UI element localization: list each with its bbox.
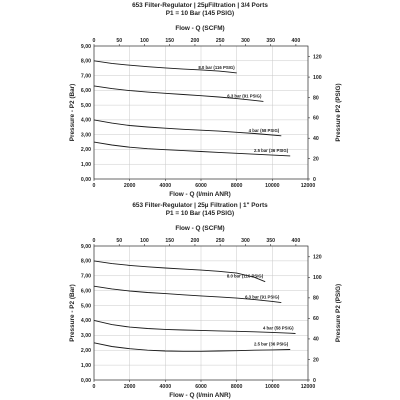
y-tick-label: 1,00	[80, 162, 91, 169]
x-tick-label: 6000	[195, 384, 207, 390]
y2-tick-label: 0	[313, 176, 316, 183]
y2-tick-label: 100	[313, 275, 322, 282]
x2-tick-label: 100	[140, 238, 149, 244]
y-tick-label: 5,00	[80, 303, 91, 310]
x-tick-label: 12000	[300, 384, 316, 390]
series-label-3: 4 bar (58 PSIG)	[262, 325, 294, 331]
x2-tick-label: 300	[241, 238, 250, 244]
y-tick-label: 2,00	[80, 348, 91, 355]
y-tick-label: 8,00	[80, 58, 91, 65]
y-tick-label: 5,00	[80, 102, 91, 109]
x2-tick-label: 200	[190, 238, 200, 244]
y2-tick-label: 100	[313, 74, 322, 81]
y-tick-label: 9,00	[80, 243, 91, 250]
y2-tick-label: 60	[313, 115, 319, 122]
x-tick-label: 10000	[265, 384, 280, 390]
y2-tick-label: 0	[313, 377, 316, 384]
top-axis-label: Flow - Q (SCFM)	[175, 25, 225, 32]
x-tick-label: 2000	[123, 183, 136, 189]
series-label-1: 8.0 bar (116 PSIG)	[226, 273, 264, 279]
x2-tick-label: 100	[140, 38, 149, 44]
series-label-1: 8.0 bar (116 PSIG)	[198, 64, 235, 70]
y2-tick-label: 80	[313, 295, 319, 302]
gridlines	[94, 246, 308, 380]
chart-title: 653 Filter-Regulator | 25µ Filtration | 1" Ports	[132, 202, 268, 209]
y-tick-label: 6,00	[80, 288, 91, 295]
series-label-2: 6.3 bar (91 PSIG)	[227, 93, 262, 99]
y-tick-label: 3,00	[80, 132, 91, 139]
series-label-4: 2.5 bar (36 PSIG)	[254, 341, 289, 347]
x2-tick-label: 400	[291, 238, 301, 244]
series-label-4: 2.5 bar (36 PSIG)	[254, 147, 289, 153]
y2-tick-label: 60	[313, 316, 319, 323]
x-tick-label: 4000	[159, 384, 172, 390]
y-axis-label: Pressure - P2 (Bar)	[69, 83, 76, 142]
x-tick-label: 4000	[159, 183, 172, 189]
y-tick-label: 6,00	[80, 88, 91, 95]
y-tick-label: 3,00	[80, 333, 91, 340]
x2-tick-label: 0	[92, 38, 96, 44]
x2-tick-label: 350	[266, 238, 275, 244]
x2-tick-label: 250	[215, 38, 225, 44]
series-label-3: 4 bar (58 PSIG)	[248, 127, 280, 133]
y-tick-label: 9,00	[80, 43, 91, 50]
y-tick-label: 7,00	[80, 73, 91, 80]
y2-axis-label: Pressure P2 (PSIG)	[335, 83, 342, 142]
x-axis-label: Flow - Q (l/min ANR)	[169, 392, 231, 399]
y2-tick-label: 40	[313, 136, 319, 143]
x2-tick-label: 200	[190, 38, 200, 44]
y2-tick-label: 20	[313, 156, 319, 163]
y-tick-label: 0,00	[80, 377, 91, 384]
y-tick-label: 0,00	[80, 176, 91, 183]
x-tick-label: 12000	[300, 183, 316, 189]
x-tick-label: 8000	[230, 183, 243, 189]
x-axis-label: Flow - Q (l/min ANR)	[169, 191, 231, 198]
chart-panel-2	[69, 202, 342, 399]
x-tick-label: 6000	[195, 183, 207, 189]
y2-tick-label: 120	[313, 54, 322, 61]
y2-tick-label: 80	[313, 95, 319, 102]
x2-tick-label: 150	[165, 38, 175, 44]
y-tick-label: 4,00	[80, 318, 91, 325]
y-tick-label: 4,00	[80, 117, 91, 124]
top-axis-label: Flow - Q (SCFM)	[175, 225, 225, 232]
y2-tick-label: 120	[313, 254, 322, 261]
y2-tick-label: 40	[313, 336, 319, 343]
x-tick-label: 2000	[123, 384, 136, 390]
x-tick-label: 10000	[265, 183, 280, 189]
y-axis-label: Pressure - P2 (Bar)	[69, 284, 76, 342]
chart-subtitle: P1 = 10 Bar (145 PSIG)	[165, 10, 235, 17]
y2-axis-label: Pressure P2 (PSIG)	[335, 283, 342, 343]
chart-panel-1	[69, 2, 342, 198]
x2-tick-label: 0	[92, 238, 96, 244]
chart-subtitle: P1 = 10 Bar (145 PSIG)	[165, 210, 235, 217]
x-tick-label: 8000	[230, 384, 243, 390]
x2-tick-label: 400	[291, 38, 301, 44]
x2-tick-label: 300	[241, 38, 250, 44]
x2-tick-label: 50	[116, 238, 123, 244]
series-label-2: 6.3 bar (91 PSIG)	[245, 294, 280, 300]
x-tick-label: 0	[92, 384, 96, 390]
x2-tick-label: 250	[215, 238, 225, 244]
x2-tick-label: 50	[116, 38, 123, 44]
x2-tick-label: 150	[165, 238, 175, 244]
y-tick-label: 1,00	[80, 362, 91, 369]
x2-tick-label: 350	[266, 38, 275, 44]
chart-title: 653 Filter-Regulator | 25µFiltration | 3/4 Ports	[132, 2, 268, 9]
y-tick-label: 2,00	[80, 147, 91, 154]
y2-tick-label: 20	[313, 357, 319, 364]
x-tick-label: 0	[92, 183, 96, 189]
y-tick-label: 8,00	[80, 258, 91, 265]
y-tick-label: 7,00	[80, 273, 91, 280]
